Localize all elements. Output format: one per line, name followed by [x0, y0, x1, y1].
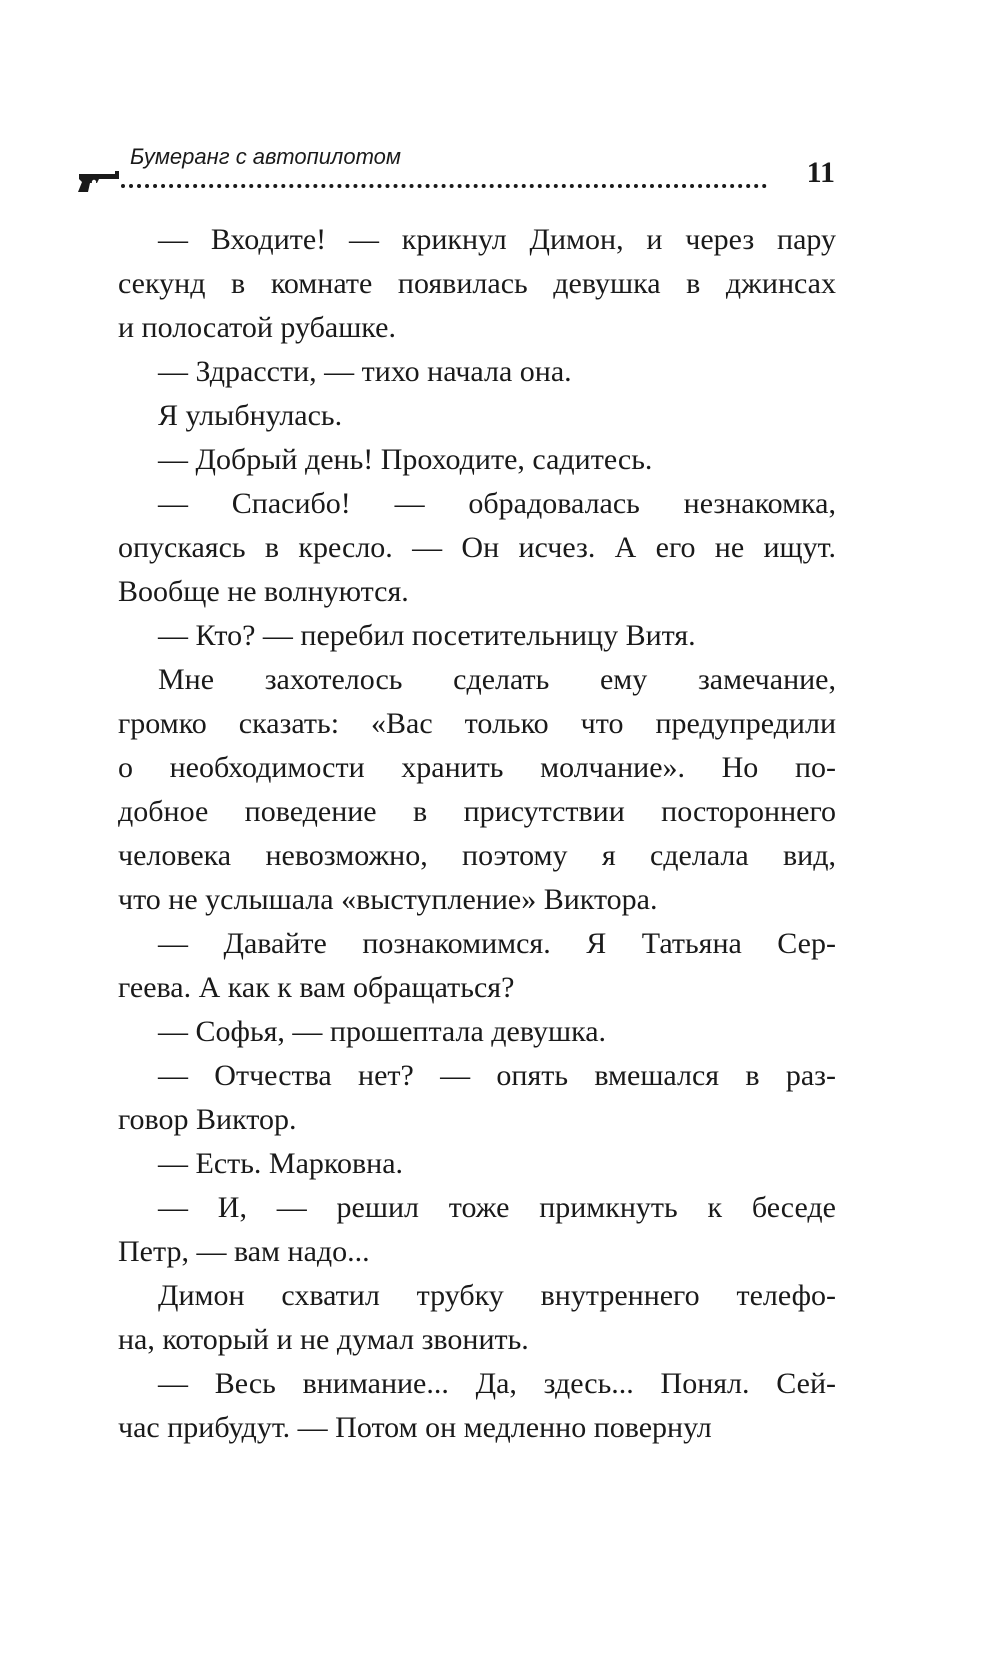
text-line: — Входите! — крикнул Димон, и через пару — [158, 223, 836, 256]
text-line: опускаясь в кресло. — Он исчез. А его не ищут. — [118, 531, 836, 564]
text-line: Я улыбнулась. — [158, 399, 343, 432]
text-line: час прибудут. — Потом он медленно повернул — [118, 1411, 712, 1444]
text-line: Петр, — вам надо... — [118, 1235, 370, 1268]
running-head — [75, 140, 835, 190]
paragraph — [118, 1010, 836, 1054]
text-line: секунд в комнате появилась девушка в джинсах — [118, 267, 836, 300]
text-line: — И, — решил тоже примкнуть к беседе — [158, 1191, 836, 1224]
text-line: — Весь внимание... Да, здесь... Понял. Сей- — [158, 1367, 836, 1400]
paragraph — [118, 438, 836, 482]
revolver-icon — [75, 170, 123, 192]
paragraph — [118, 218, 836, 350]
text-line: что не услышала «выступление» Виктора. — [118, 883, 658, 916]
text-line: о необходимости хранить молчание». Но по- — [118, 751, 836, 784]
text-line: на, который и не думал звонить. — [118, 1323, 529, 1356]
text-line: — Есть. Марковна. — [158, 1147, 404, 1180]
paragraph — [118, 1054, 836, 1142]
text-line: — Давайте познакомимся. Я Татьяна Сер- — [158, 927, 836, 960]
text-line: — Кто? — перебил посетительницу Витя. — [158, 619, 696, 652]
paragraph — [118, 1362, 836, 1450]
text-line: — Спасибо! — обрадовалась незнакомка, — [158, 487, 836, 520]
paragraph — [118, 1274, 836, 1362]
running-title: Бумеранг с автопилотом — [130, 144, 401, 169]
text-line: говор Виктор. — [118, 1103, 297, 1136]
paragraph — [118, 394, 836, 438]
text-line: — Добрый день! Проходите, садитесь. — [158, 443, 653, 476]
text-line: громко сказать: «Вас только что предупредили — [118, 707, 836, 740]
paragraph — [118, 614, 836, 658]
paragraph — [118, 922, 836, 1010]
text-line: — Софья, — прошептала девушка. — [158, 1015, 607, 1048]
text-line: геева. А как к вам обращаться? — [118, 971, 515, 1004]
text-line: — Здрассти, — тихо начала она. — [158, 355, 572, 388]
dot-leader — [121, 184, 767, 188]
text-line: добное поведение в присутствии постороннего — [118, 795, 836, 828]
text-line: человека невозможно, поэтому я сделала вид, — [118, 839, 836, 872]
text-line: и полосатой рубашке. — [118, 311, 396, 344]
text-line: Вообще не волнуются. — [118, 575, 409, 608]
text-line: — Отчества нет? — опять вмешался в раз- — [158, 1059, 836, 1092]
paragraph — [118, 1186, 836, 1274]
body-text — [118, 218, 836, 1450]
page-number: 11 — [806, 156, 835, 189]
text-line: Димон схватил трубку внутреннего телефо- — [158, 1279, 836, 1312]
paragraph — [118, 350, 836, 394]
paragraph — [118, 1142, 836, 1186]
paragraph — [118, 658, 836, 922]
paragraph — [118, 482, 836, 614]
text-line: Мне захотелось сделать ему замечание, — [158, 663, 836, 696]
